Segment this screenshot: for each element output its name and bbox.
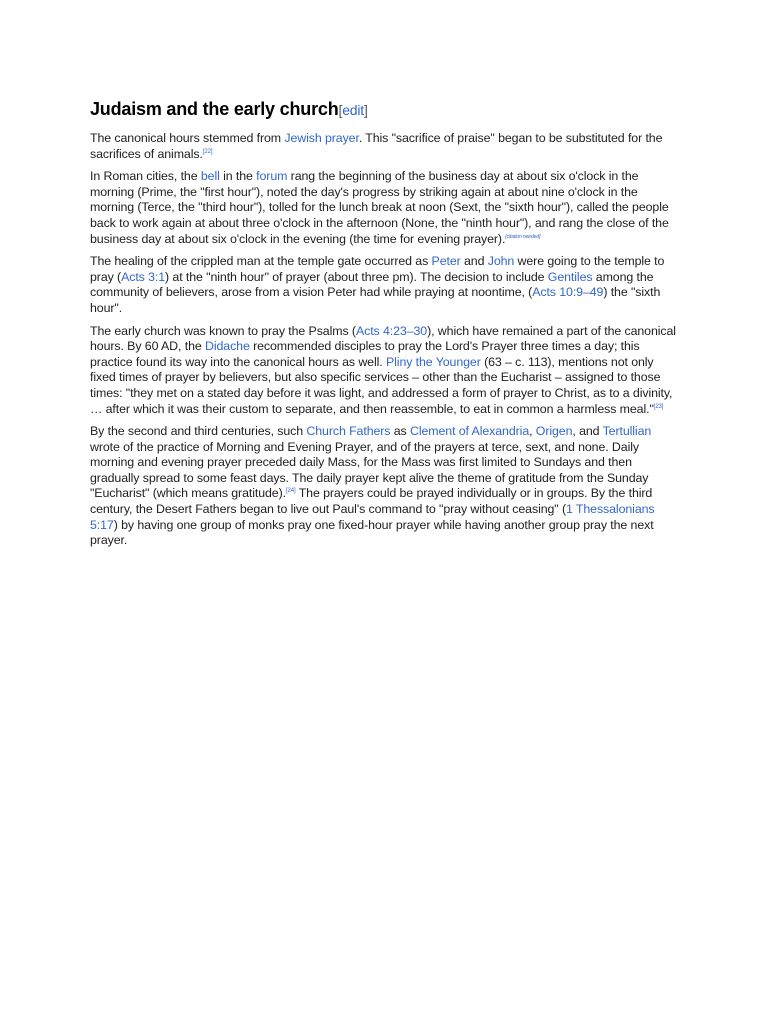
link-acts-10-9-49[interactable]: Acts 10:9–49 bbox=[532, 285, 604, 300]
link-church-fathers[interactable]: Church Fathers bbox=[306, 424, 391, 439]
link-peter[interactable]: Peter bbox=[431, 254, 461, 269]
link-origen[interactable]: Origen bbox=[535, 424, 573, 439]
text: The canonical hours stemmed from bbox=[90, 131, 285, 145]
text: among the community of believers, arose from a vision Peter had while praying at noontime, ( bbox=[90, 269, 654, 300]
text: The early church was known to pray the Psalms ( bbox=[90, 323, 356, 338]
text: wrote of the practice of Morning and Evening Prayer, and of the prayers at terce, sext, and none. Daily morning and evening prayer preceded daily Mass, for the Mass was first limited to Sundays and then gradually spread to some feast days. The daily prayer kept alive the theme of gratitude from the Sunday "Eucharist" (which means gratitude). bbox=[90, 439, 649, 501]
article-section bbox=[90, 96, 676, 556]
text: in the bbox=[219, 169, 257, 184]
link-john[interactable]: John bbox=[487, 254, 515, 269]
edit-section-link[interactable]: edit bbox=[342, 102, 364, 118]
link-forum[interactable]: forum bbox=[256, 169, 288, 184]
text: By the second and third centuries, such bbox=[90, 424, 307, 439]
link-pliny-the-younger[interactable]: Pliny the Younger bbox=[385, 354, 481, 369]
link-jewish-prayer[interactable]: Jewish prayer bbox=[284, 131, 359, 145]
reference-23[interactable]: [23] bbox=[653, 403, 664, 410]
section-title: Judaism and the early church bbox=[90, 99, 339, 119]
edit-bracket-close: ] bbox=[363, 102, 368, 118]
text: ) by having one group of monks pray one fixed-hour prayer while having another group pray the next prayer. bbox=[90, 517, 654, 548]
link-bell[interactable]: bell bbox=[200, 169, 220, 184]
text: ) at the "ninth hour" of prayer (about three pm). The decision to include bbox=[165, 269, 548, 284]
text: In Roman cities, the bbox=[90, 169, 201, 184]
link-1-thessalonians-5-17[interactable]: 1 Thessalonians 5:17 bbox=[90, 502, 655, 532]
text: The prayers could be prayed individually or in groups. By the third century, the Desert Fathers began to live out Paul's command to "pray without ceasing" ( bbox=[90, 486, 653, 517]
link-acts-3-1[interactable]: Acts 3:1 bbox=[121, 269, 166, 284]
text: (63 – c. 113), mentions not only fixed times of prayer by believers, but also specific services – other than the Eucharist – assigned to those times: "they met on a stated day before it was light, and addressed a form of prayer to Christ, as to a divinity, … after which it was their custom to separate, and then reassemble, to eat in common a harmless meal." bbox=[90, 354, 673, 416]
text: and bbox=[460, 254, 488, 269]
citation-needed[interactable]: [citation needed] bbox=[505, 233, 541, 240]
text: ) the "sixth hour". bbox=[90, 285, 661, 315]
reference-22[interactable]: [22] bbox=[202, 148, 213, 155]
text: , and bbox=[572, 424, 603, 439]
link-gentiles[interactable]: Gentiles bbox=[547, 269, 593, 284]
section-heading bbox=[90, 96, 676, 123]
text: were going to the temple to pray ( bbox=[90, 254, 665, 284]
paragraph-3 bbox=[90, 254, 676, 316]
paragraph-5 bbox=[90, 424, 676, 549]
edit-bracket-open: [ bbox=[338, 102, 343, 118]
text: . This "sacrifice of praise" began to be substituted for the sacrifices of animals. bbox=[90, 131, 663, 161]
paragraph-2 bbox=[90, 169, 676, 247]
text: ), which have remained a part of the canonical hours. By 60 AD, the bbox=[90, 323, 676, 354]
link-acts-4-23-30[interactable]: Acts 4:23–30 bbox=[355, 323, 428, 338]
text: The healing of the crippled man at the temple gate occurred as bbox=[90, 254, 432, 269]
link-tertullian[interactable]: Tertullian bbox=[602, 424, 652, 439]
text: recommended disciples to pray the Lord's Prayer three times a day; this practice found its way into the canonical hours as well. bbox=[90, 339, 640, 369]
link-didache[interactable]: Didache bbox=[205, 339, 250, 354]
paragraph-1 bbox=[90, 131, 676, 162]
link-clement-of-alexandria[interactable]: Clement of Alexandria bbox=[409, 424, 530, 439]
text: rang the beginning of the business day at about six o'clock in the morning (Prime, the "first hour"), noted the day's progress by striking again at about nine o'clock in the morning (Terce, the "third hour"), tolled for the lunch break at noon (Sext, the "sixth hour"), called the people back to work again at about three o'clock in the afternoon (None, the "ninth hour"), and rang the close of the business day at about six o'clock in the evening (the time for evening prayer). bbox=[90, 169, 669, 246]
text: , bbox=[529, 424, 536, 439]
text: as bbox=[390, 424, 410, 439]
reference-24[interactable]: [24] bbox=[285, 488, 296, 495]
edit-section-bracket bbox=[338, 102, 367, 118]
paragraph-4 bbox=[90, 324, 676, 418]
